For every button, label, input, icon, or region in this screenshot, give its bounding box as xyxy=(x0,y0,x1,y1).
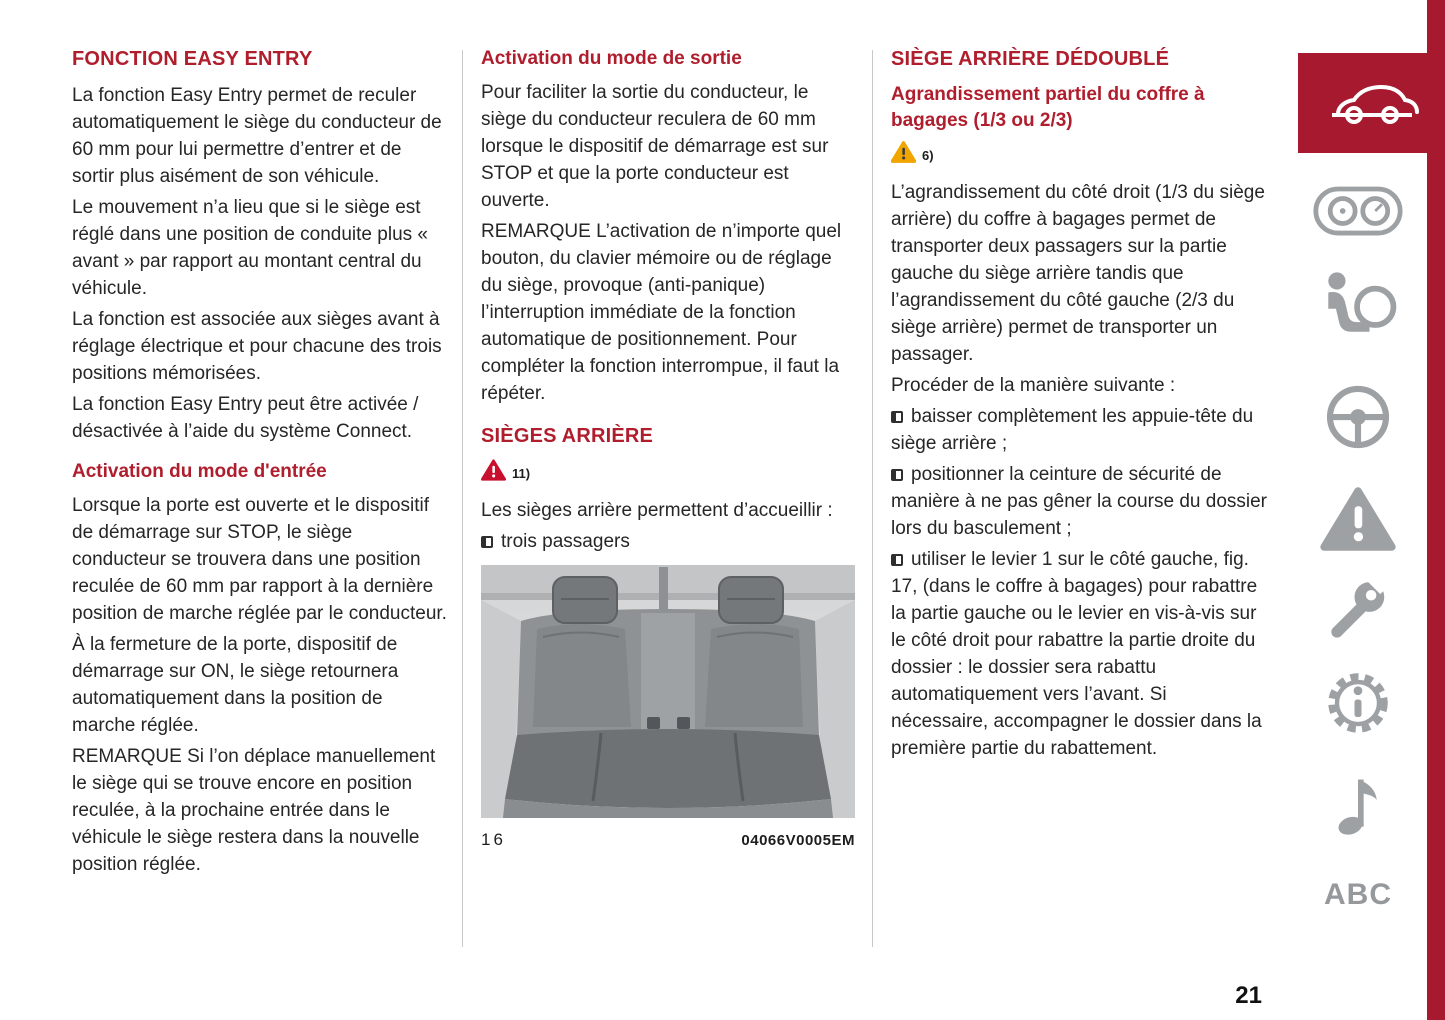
page-number: 21 xyxy=(1235,982,1262,1009)
section-heading-rear-seats: SIÈGES ARRIÈRE xyxy=(481,425,654,447)
paragraph: La fonction est associée aux sièges avant à réglage électrique et pour chacune des trois positions mémorisées. xyxy=(72,309,442,384)
tab-driving[interactable] xyxy=(1302,382,1414,452)
paragraph: REMARQUE L’activation de n’importe quel bouton, du clavier mémoire ou de réglage du siège, provoque (anti-panique) l’interruption immédiate de la fonction automatique de positionnement. Pour compléter la fonction interrompue, il faut la répéter. xyxy=(481,221,842,404)
paragraph: Procéder de la manière suivante : xyxy=(891,375,1176,396)
bullet-item xyxy=(481,528,856,555)
tab-instruments[interactable] xyxy=(1302,180,1414,242)
tab-index-abc[interactable]: ABC xyxy=(1324,878,1392,911)
red-warning-triangle-icon xyxy=(481,459,506,481)
bullet-square-icon xyxy=(891,469,903,481)
warning-row xyxy=(481,459,856,487)
caution-row xyxy=(891,141,1269,169)
tab-vehicle-section-active[interactable] xyxy=(1298,53,1445,153)
bullet-item xyxy=(891,461,1269,542)
column-middle xyxy=(481,46,856,854)
figure-code: 04066V0005EM xyxy=(741,832,855,849)
paragraph: REMARQUE Si l’on déplace manuellement le siège qui se trouve encore en position reculée, à la prochaine entrée dans le véhicule le siège restera dans la nouvelle position réglée. xyxy=(72,746,436,875)
bullet-item xyxy=(891,403,1269,457)
section-heading-easy-entry: FONCTION EASY ENTRY xyxy=(72,48,313,70)
subheading-entry-mode: Activation du mode d'entrée xyxy=(72,461,327,482)
column-right xyxy=(891,46,1269,766)
music-note-icon xyxy=(1327,772,1389,838)
instrument-cluster-icon xyxy=(1312,180,1404,242)
tab-safety[interactable] xyxy=(1302,268,1414,338)
paragraph: La fonction Easy Entry peut être activée / désactivée à l’aide du système Connect. xyxy=(72,394,419,442)
tab-technical-data[interactable] xyxy=(1302,668,1414,738)
tab-emergency[interactable] xyxy=(1302,486,1414,552)
airbag-safety-icon xyxy=(1312,268,1404,338)
figure-number: 16 xyxy=(481,830,506,849)
wrench-service-icon xyxy=(1323,576,1393,646)
paragraph: À la fermeture de la porte, dispositif de démarrage sur ON, le siège retournera automatiquement dans la position de marche réglée. xyxy=(72,634,399,736)
warning-triangle-icon xyxy=(1320,486,1396,552)
yellow-caution-icon xyxy=(891,141,916,163)
paragraph: Pour faciliter la sortie du conducteur, le siège du conducteur reculera de 60 mm lorsque le dispositif de démarrage est sur STOP et que la porte conducteur est ouverte. xyxy=(481,82,829,211)
bullet-text: positionner la ceinture de sécurité de manière à ne pas gêner la course du dossier lors du basculement ; xyxy=(891,464,1268,539)
caution-reference: 6) xyxy=(922,148,934,163)
paragraph: Le mouvement n’a lieu que si le siège est réglé dans une position de conduite plus « avant » par rapport au montant central du véhicule. xyxy=(72,197,428,299)
bullet-text: baisser complètement les appuie-tête du siège arrière ; xyxy=(891,406,1254,454)
paragraph: La fonction Easy Entry permet de reculer automatiquement le siège du conducteur de 60 mm pour lui permettre d’entrer et de sortir plus aisément de son véhicule. xyxy=(72,85,442,187)
car-side-icon xyxy=(1324,75,1420,131)
tab-multimedia[interactable] xyxy=(1302,772,1414,838)
bullet-square-icon xyxy=(891,554,903,566)
bullet-item xyxy=(891,546,1269,762)
column-divider xyxy=(462,50,463,947)
edge-red-bar xyxy=(1427,0,1445,1020)
subheading-exit-mode: Activation du mode de sortie xyxy=(481,48,742,69)
steering-wheel-icon xyxy=(1323,382,1393,452)
rear-seats-figure xyxy=(481,565,855,854)
bullet-square-icon xyxy=(481,536,493,548)
paragraph: Lorsque la porte est ouverte et le dispositif de démarrage sur STOP, le siège conducteur se trouvera dans une position reculée de 60 mm par rapport à la dernière position de marche réglée par le conducteur. xyxy=(72,495,447,624)
warning-reference: 11) xyxy=(512,466,531,481)
bullet-square-icon xyxy=(891,411,903,423)
paragraph: Les sièges arrière permettent d’accueillir : xyxy=(481,500,833,521)
column-divider xyxy=(872,50,873,947)
tab-service[interactable] xyxy=(1302,576,1414,646)
rear-seats-illustration xyxy=(481,565,855,818)
bullet-text: utiliser le levier 1 sur le côté gauche, fig. 17, (dans le coffre à bagages) pour rabattre la partie gauche ou le levier en vis-à-vis sur le côté droit pour rabattre la partie droite du dossier : le dossier sera rabattu automatiquement vers l’avant. Si nécessaire, accompagner le dossier dans la première partie du rabattement. xyxy=(891,549,1262,759)
column-left xyxy=(72,46,448,882)
figure-caption xyxy=(481,826,855,854)
info-gear-icon xyxy=(1323,668,1393,738)
subheading-trunk-enlargement: Agrandissement partiel du coffre à bagages (1/3 ou 2/3) xyxy=(891,84,1205,131)
paragraph: L’agrandissement du côté droit (1/3 du siège arrière) du coffre à bagages permet de transporter deux passagers sur la partie gauche du siège arrière tandis que l’agrandissement du côté gauche (2/3 du siège arrière) permet de transporter un passager. xyxy=(891,182,1265,365)
bullet-text: trois passagers xyxy=(501,531,630,552)
section-heading-split-rear-seat: SIÈGE ARRIÈRE DÉDOUBLÉ xyxy=(891,48,1170,70)
